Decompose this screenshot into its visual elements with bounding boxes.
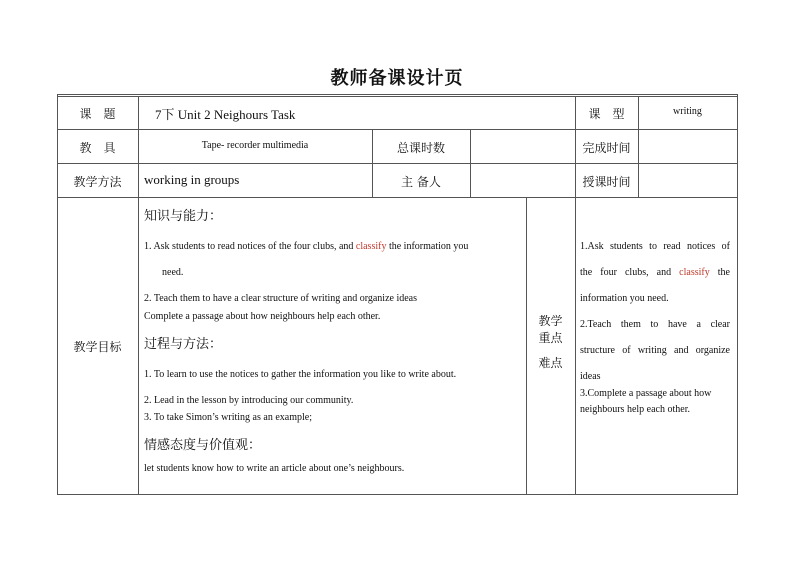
- key-point-3-line-2: neighbours help each other.: [580, 404, 690, 415]
- key-point-1-line-3: information you need.: [580, 293, 669, 304]
- emotion-heading: 情感态度与价值观：: [144, 438, 262, 453]
- knowledge-item-3: Complete a passage about how neighbours help each other.: [144, 311, 381, 322]
- total-hours-label: 总课时数: [396, 141, 445, 155]
- key-points-label-1: 教学: [538, 314, 563, 328]
- process-item-1: 1. To learn to use the notices to gather the information you like to write about.: [144, 369, 457, 380]
- knowledge-item-1-cont: need.: [162, 267, 184, 278]
- finish-time-label: 完成时间: [582, 141, 631, 155]
- key-point-1-line-1: 1.Ask students to read notices of: [580, 241, 730, 252]
- process-heading: 过程与方法：: [144, 337, 223, 352]
- page-title: 教师备课设计页: [330, 68, 464, 89]
- emotion-item-1: let students know how to write an article about one’s neighbours.: [144, 463, 405, 474]
- key-point-3-line-1: 3.Complete a passage about how: [580, 388, 712, 399]
- teach-time-label: 授课时间: [582, 175, 631, 189]
- key-point-2-line-1: 2.Teach them to have a clear: [580, 319, 730, 330]
- knowledge-heading: 知识与能力：: [144, 209, 223, 224]
- key-point-1-line-2: the four clubs, and classify the: [580, 267, 730, 278]
- key-point-2-line-3: ideas: [580, 371, 601, 382]
- preparer-label: 主 备人: [401, 175, 441, 189]
- topic-value: 7下 Unit 2 Neighours Task: [155, 107, 296, 122]
- key-points-label-2: 重点: [538, 331, 563, 345]
- type-value: writing: [673, 106, 702, 117]
- process-item-3: 3. To take Simon’s writing as an example;: [144, 412, 312, 423]
- topic-label: 课 题: [79, 107, 116, 121]
- key-point-2-line-2: structure of writing and organize: [580, 345, 730, 356]
- tools-label: 教 具: [79, 141, 116, 155]
- knowledge-item-1: 1. Ask students to read notices of the four clubs, and classify the information you: [144, 241, 469, 252]
- process-item-2: 2. Lead in the lesson by introducing our community.: [144, 395, 354, 406]
- objectives-label: 教学目标: [73, 340, 122, 354]
- type-label: 课 型: [588, 107, 625, 121]
- knowledge-item-2: 2. Teach them to have a clear structure of writing and organize ideas: [144, 293, 417, 304]
- key-points-label-3: 难点: [538, 356, 563, 370]
- method-label: 教学方法: [73, 175, 122, 189]
- method-value: working in groups: [144, 172, 240, 187]
- tools-value: Tape- recorder multimedia: [201, 140, 309, 151]
